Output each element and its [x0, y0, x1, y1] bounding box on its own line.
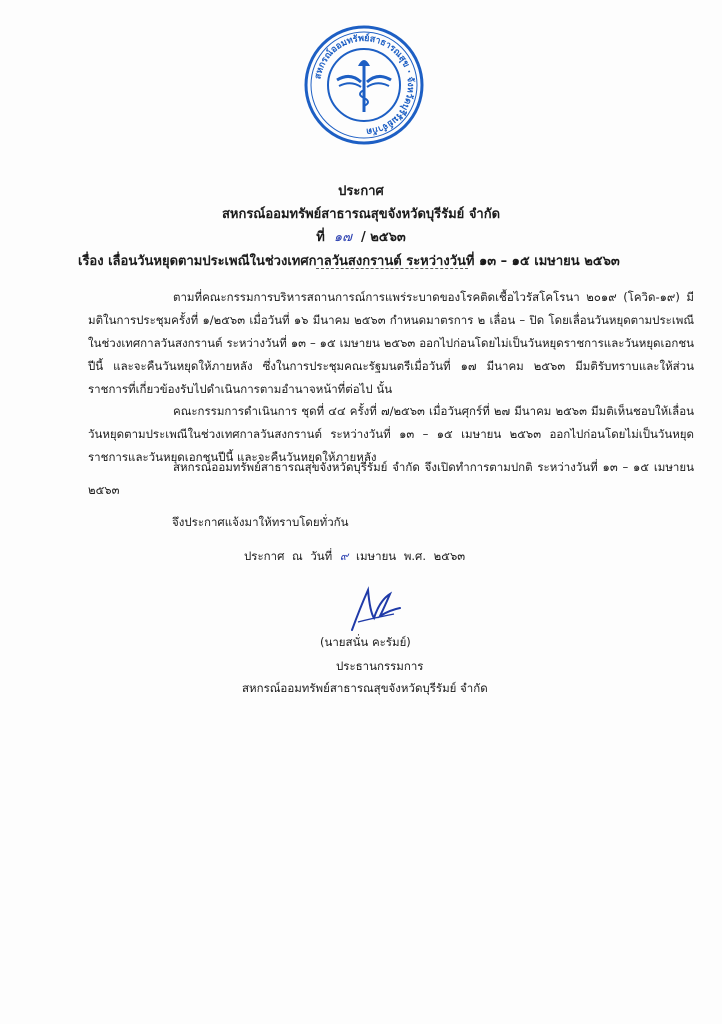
handwritten-signature [344, 578, 404, 636]
signatory-name: (นายสนั่น คะรัมย์) [320, 635, 411, 649]
paragraph-2: คณะกรรมการดำเนินการ ชุดที่ ๔๔ ครั้งที่ ๗/๒๕๖๓ เมื่อวันศุกร์ที่ ๒๗ มีนาคม ๒๕๖๓ มีมติเห็นชอบให้เลื่อนวันหยุดตามประเพณีในช่วงเทศกาลวันสงกรานต์ ระหว่างวันที่ ๑๓ – ๑๕ เมษายน ๒๕๖๓ ออกไปก่อนโดยไม่เป็นวันหยุดราชการและวันหยุดเอกชนปีนี้ และจะคืนวันหยุดให้ภายหลัง [88, 404, 694, 464]
organization-heading: สหกรณ์ออมทรัพย์สาธารณสุขจังหวัดบุรีรัมย์ จำกัด [221, 207, 501, 222]
handwritten-day: ๙ [339, 549, 349, 563]
signatory-organization: สหกรณ์ออมทรัพย์สาธารณสุขจังหวัดบุรีรัมย์ จำกัด [242, 681, 488, 695]
number-prefix: ที่ [316, 230, 325, 245]
number-suffix: / ๒๕๖๓ [360, 230, 406, 245]
closing-line: จึงประกาศแจ้งมาให้ทราบโดยทั่วกัน [172, 515, 349, 529]
dateline-suffix: เมษายน พ.ศ. ๒๕๖๓ [356, 549, 466, 563]
dateline-prefix: ประกาศ ณ วันที่ [244, 549, 333, 563]
announcement-number [0, 226, 722, 247]
handwritten-number: ๑๗ [333, 230, 352, 245]
dateline [244, 548, 465, 566]
signatory-position: ประธานกรรมการ [336, 659, 424, 673]
subject-line: เรื่อง เลื่อนวันหยุดตามประเพณีในช่วงเทศกาลวันสงกรานต์ ระหว่างวันที่ ๑๓ – ๑๕ เมษายน ๒๕๖๓ [78, 254, 620, 269]
divider [316, 268, 468, 269]
cooperative-seal-logo [303, 24, 425, 146]
paragraph-1: ตามที่คณะกรรมการบริหารสถานการณ์การแพร่ระบาดของโรคติดเชื้อไวรัสโคโรนา ๒๐๑๙ (โควิด-๑๙) มีมติในการประชุมครั้งที่ ๑/๒๕๖๓ เมื่อวันที่ ๑๖ มีนาคม ๒๕๖๓ กำหนดมาตรการ ๒ เลื่อน – ปิด โดยเลื่อนวันหยุดตามประเพณีในช่วงเทศกาลวันสงกรานต์ ระหว่างวันที่ ๑๓ – ๑๕ เมษายน ๒๕๖๓ ออกไปก่อนโดยไม่เป็นวันหยุดราชการและวันหยุดเอกชนปีนี้ และจะคืนวันหยุดให้ภายหลัง ซึ่งในการประชุมคณะรัฐมนตรีเมื่อวันที่ ๑๗ มีนาคม ๒๕๖๓ มีมติรับทราบและให้ส่วนราชการที่เกี่ยวข้องรับไปดำเนินการตามอำนาจหน้าที่ต่อไป นั้น [88, 290, 694, 396]
paragraph-3: สหกรณ์ออมทรัพย์สาธารณสุขจังหวัดบุรีรัมย์ จำกัด จึงเปิดทำการตามปกติ ระหว่างวันที่ ๑๓ – ๑๕ เมษายน ๒๕๖๓ [88, 460, 694, 497]
svg-text:สหกรณ์ออมทรัพย์สาธารณสุข · จัง: สหกรณ์ออมทรัพย์สาธารณสุข · จังหวัดบุรีรัมย์จำกัด [313, 33, 416, 137]
announcement-heading: ประกาศ [338, 184, 384, 199]
